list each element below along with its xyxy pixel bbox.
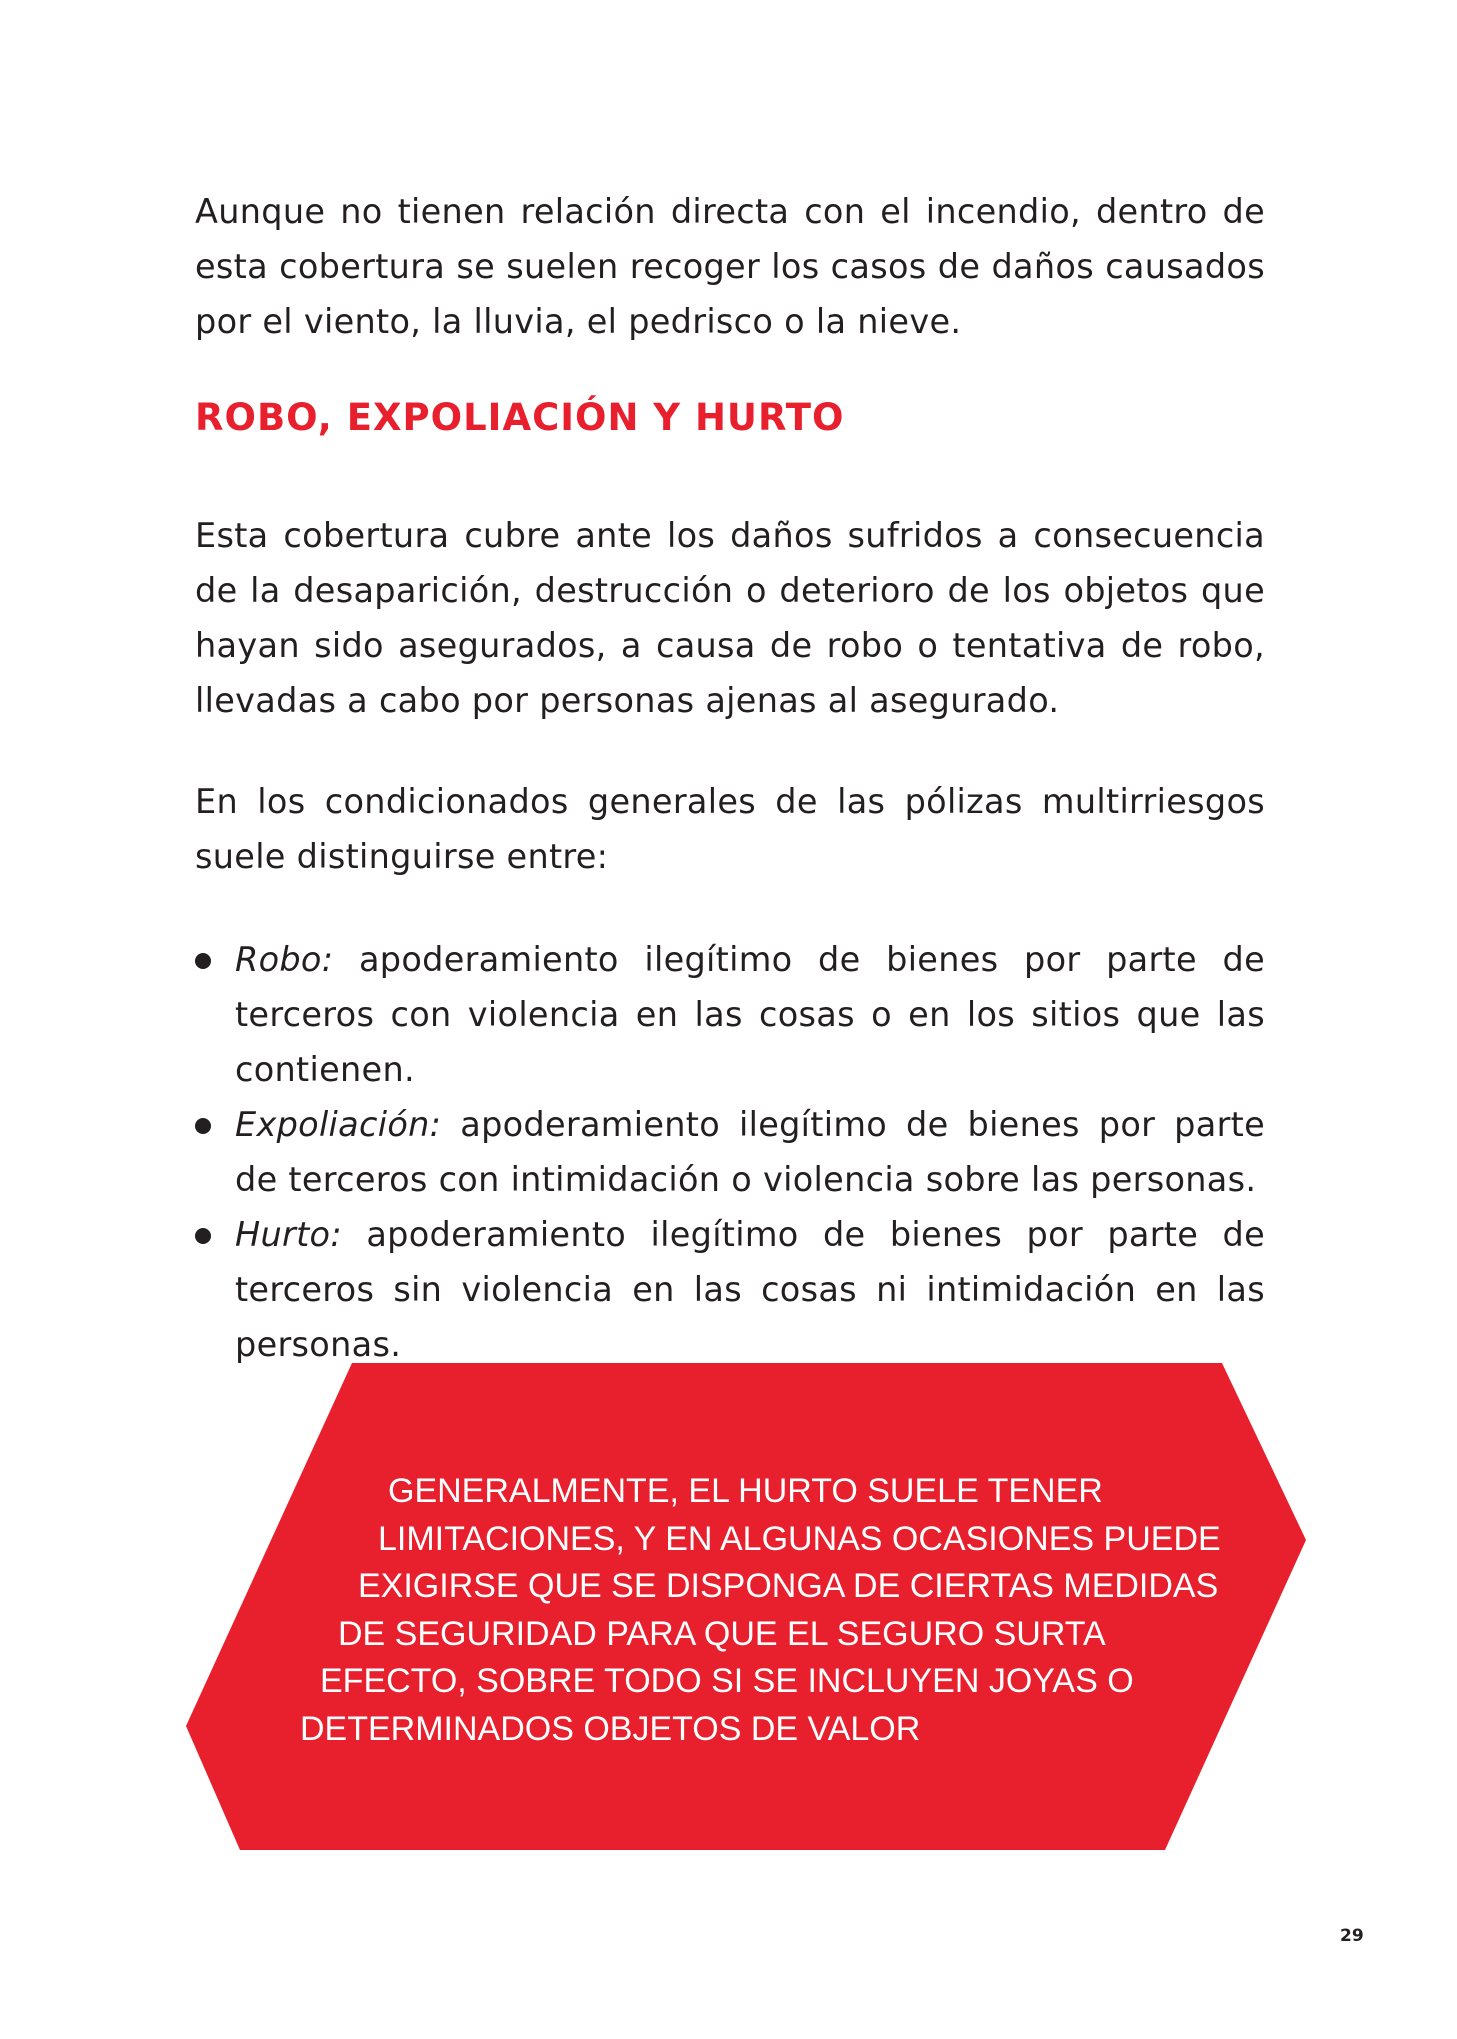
callout-line: LIMITACIONES, Y EN ALGUNAS OCASIONES PUEDE <box>378 1519 1221 1558</box>
bullet-text: apoderamiento ilegítimo de bienes por parte de terceros sin violencia en las cosas ni intimidación en las personas. <box>235 1215 1266 1364</box>
bullet-term: Expoliación: <box>235 1105 442 1144</box>
bullet-term: Robo: <box>235 940 334 979</box>
intro-paragraph: Aunque no tienen relación directa con el incendio, dentro de esta cobertura se suelen recoger los casos de daños causados por el viento, la lluvia, el pedrisco o la nieve. <box>195 192 1265 341</box>
section-heading: ROBO, EXPOLIACIÓN Y HURTO <box>195 396 845 439</box>
bullet-term: Hurto: <box>235 1215 342 1254</box>
callout-line: EFECTO, SOBRE TODO SI SE INCLUYEN JOYAS O <box>320 1662 1134 1700</box>
callout-line: DETERMINADOS OBJETOS DE VALOR <box>300 1709 921 1748</box>
callout-line: GENERALMENTE, EL HURTO SUELE TENER <box>388 1472 1103 1510</box>
callout-line: EXIGIRSE QUE SE DISPONGA DE CIERTAS MEDIDAS <box>358 1567 1219 1605</box>
callout-text <box>200 1468 1280 1753</box>
definition-paragraph: Esta cobertura cubre ante los daños sufridos a consecuencia de la desaparición, destrucción o deterioro de los objetos que hayan sido asegurados, a causa de robo o tentativa de robo, llevadas a cabo por personas ajenas al asegurado. <box>195 516 1265 720</box>
conditions-paragraph: En los condicionados generales de las pólizas multirriesgos suele distinguirse entre: <box>195 782 1265 876</box>
bullet-text: apoderamiento ilegítimo de bienes por parte de terceros con violencia en las cosas o en los sitios que las contienen. <box>235 940 1265 1089</box>
callout-line: DE SEGURIDAD PARA QUE EL SEGURO SURTA <box>338 1614 1106 1653</box>
page-number: 29 <box>1340 1926 1364 1946</box>
bullet-text: apoderamiento ilegítimo de bienes por parte de terceros con intimidación o violencia sobre las personas. <box>235 1105 1265 1199</box>
